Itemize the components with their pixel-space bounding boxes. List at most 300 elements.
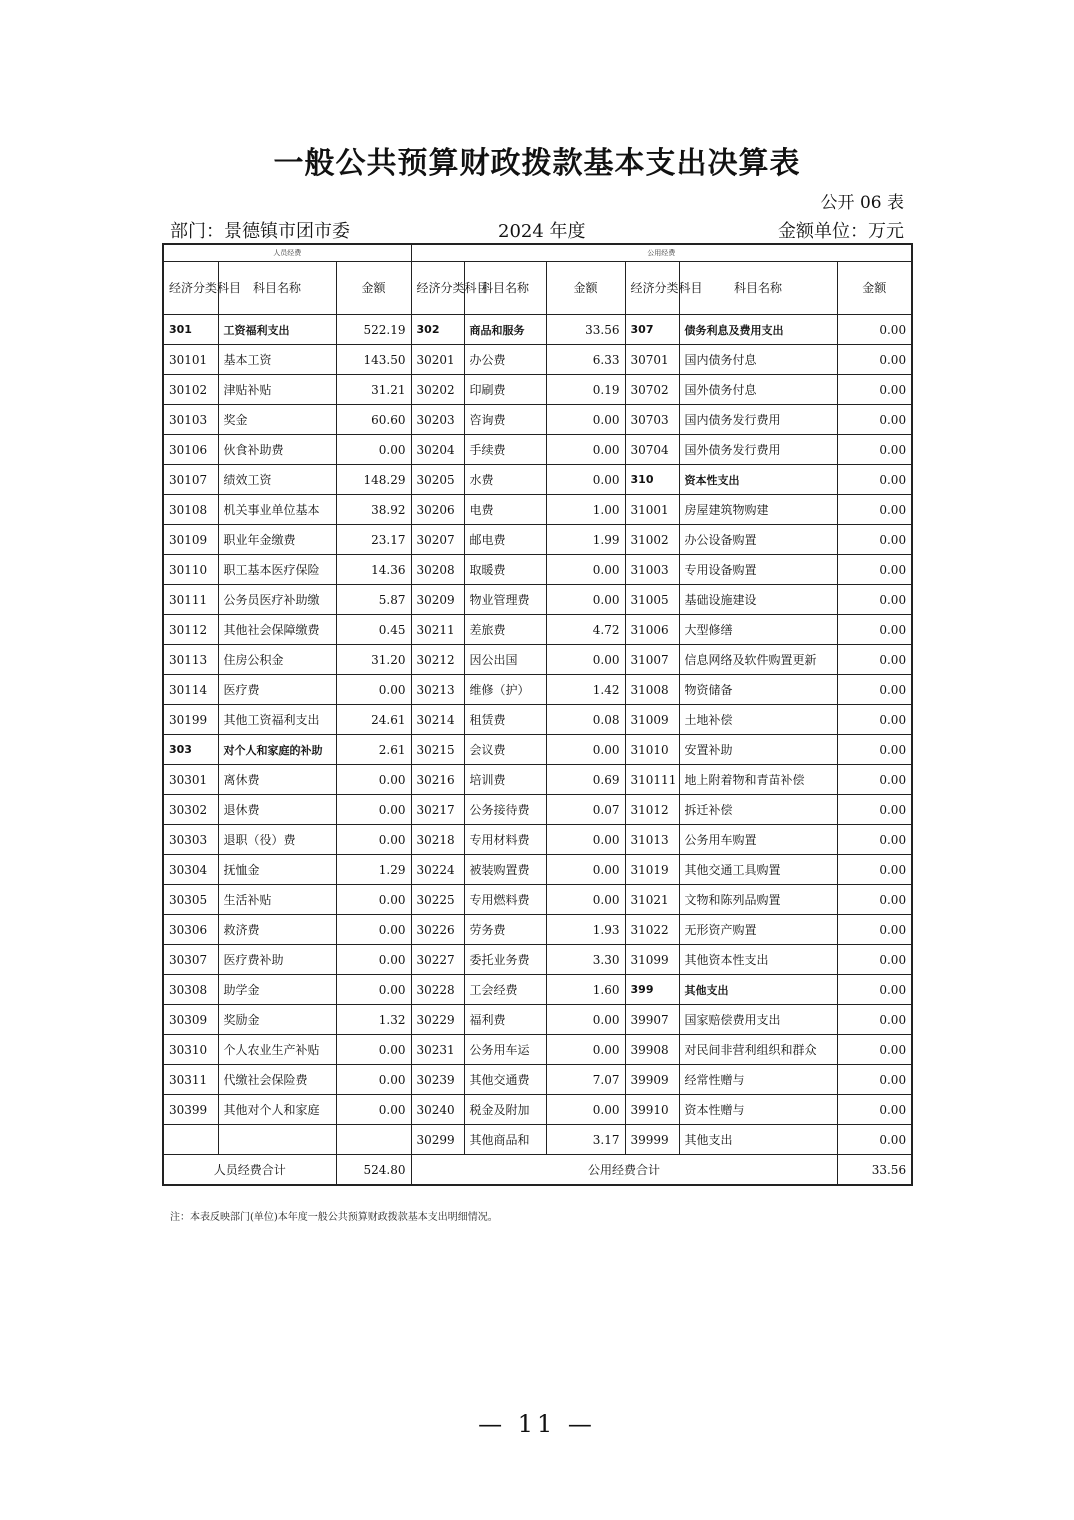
name-cell: 基础设施建设 [679,585,837,615]
code-cell: 30203 [411,405,464,435]
name-cell: 其他交通工具购置 [679,855,837,885]
code-cell: 30227 [411,945,464,975]
code-cell: 30299 [411,1125,464,1155]
amount-cell: 38.92 [336,495,411,525]
col-header-code: 经济分类科目 [411,262,464,315]
table-row [163,1065,912,1095]
amount-cell: 0.00 [837,855,912,885]
amount-cell: 0.00 [837,975,912,1005]
amount-cell: 2.61 [336,735,411,765]
amount-cell: 0.00 [546,1005,625,1035]
code-cell: 30304 [163,855,218,885]
table-row [163,915,912,945]
name-cell: 离休费 [218,765,336,795]
amount-cell: 0.00 [837,675,912,705]
code-cell: 30240 [411,1095,464,1125]
code-cell: 30305 [163,885,218,915]
name-cell: 对个人和家庭的补助 [218,735,336,765]
amount-cell: 0.00 [546,735,625,765]
name-cell: 抚恤金 [218,855,336,885]
col-header-name: 科目名称 [679,262,837,315]
code-cell: 30107 [163,465,218,495]
amount-cell: 1.00 [546,495,625,525]
code-cell: 30311 [163,1065,218,1095]
table-row [163,645,912,675]
name-cell: 国家赔偿费用支出 [679,1005,837,1035]
code-cell: 30228 [411,975,464,1005]
name-cell: 其他社会保障缴费 [218,615,336,645]
col-header-code: 经济分类科目 [163,262,218,315]
name-cell: 公务用车运 [464,1035,546,1065]
code-cell: 30702 [625,375,679,405]
department-label: 部门：景德镇市团市委 [170,221,350,242]
name-cell: 委托业务费 [464,945,546,975]
code-cell: 30112 [163,615,218,645]
code-cell: 30224 [411,855,464,885]
amount-cell: 148.29 [336,465,411,495]
name-cell: 工会经费 [464,975,546,1005]
name-cell: 生活补贴 [218,885,336,915]
code-cell: 31022 [625,915,679,945]
table-row [163,585,912,615]
code-cell: 30199 [163,705,218,735]
amount-cell: 0.00 [837,1095,912,1125]
name-cell: 其他工资福利支出 [218,705,336,735]
name-cell: 专用燃料费 [464,885,546,915]
name-cell: 办公费 [464,345,546,375]
amount-cell: 0.00 [837,375,912,405]
code-cell: 30106 [163,435,218,465]
amount-cell: 0.00 [336,1095,411,1125]
name-cell: 公务接待费 [464,795,546,825]
table-row [163,525,912,555]
amount-cell: 0.00 [546,885,625,915]
code-cell: 39907 [625,1005,679,1035]
code-cell: 30102 [163,375,218,405]
expenditure-table [162,243,913,1186]
code-cell: 31006 [625,615,679,645]
code-cell: 399 [625,975,679,1005]
name-cell: 商品和服务 [464,315,546,345]
table-row [163,435,912,465]
code-cell: 30206 [411,495,464,525]
code-cell [163,1125,218,1155]
name-cell: 安置补助 [679,735,837,765]
table-row [163,1125,912,1155]
name-cell: 无形资产购置 [679,915,837,945]
amount-cell: 1.32 [336,1005,411,1035]
name-cell: 物业管理费 [464,585,546,615]
table-row [163,885,912,915]
code-cell: 39908 [625,1035,679,1065]
amount-cell: 1.29 [336,855,411,885]
code-cell: 30701 [625,345,679,375]
name-cell: 经常性赠与 [679,1065,837,1095]
name-cell: 机关事业单位基本 [218,495,336,525]
name-cell: 税金及附加 [464,1095,546,1125]
name-cell: 其他支出 [679,975,837,1005]
name-cell: 职工基本医疗保险 [218,555,336,585]
table-row [163,615,912,645]
name-cell: 会议费 [464,735,546,765]
name-cell: 信息网络及软件购置更新 [679,645,837,675]
code-cell: 30108 [163,495,218,525]
code-cell: 30207 [411,525,464,555]
amount-cell: 0.45 [336,615,411,645]
amount-cell: 0.00 [336,795,411,825]
table-body [163,315,912,1155]
code-cell: 30303 [163,825,218,855]
code-cell: 30202 [411,375,464,405]
code-cell: 30302 [163,795,218,825]
footnote: 注：本表反映部门(单位)本年度一般公共预算财政拨款基本支出明细情况。 [170,1212,498,1223]
amount-cell: 0.00 [546,465,625,495]
name-cell: 救济费 [218,915,336,945]
code-cell: 31007 [625,645,679,675]
table-row [163,375,912,405]
amount-cell: 60.60 [336,405,411,435]
code-cell: 31002 [625,525,679,555]
amount-cell: 24.61 [336,705,411,735]
code-cell: 31003 [625,555,679,585]
code-cell: 39999 [625,1125,679,1155]
group-header-personnel: 人员经费 [163,244,411,262]
amount-cell: 0.00 [837,465,912,495]
code-cell: 31008 [625,675,679,705]
code-cell: 30307 [163,945,218,975]
personnel-total-amount: 524.80 [336,1155,411,1186]
table-row [163,345,912,375]
name-cell: 奖金 [218,405,336,435]
code-cell: 302 [411,315,464,345]
name-cell: 工资福利支出 [218,315,336,345]
amount-cell: 0.00 [546,1035,625,1065]
code-cell: 31009 [625,705,679,735]
amount-cell: 0.00 [837,885,912,915]
amount-cell: 522.19 [336,315,411,345]
amount-cell: 31.21 [336,375,411,405]
amount-cell: 0.00 [336,1065,411,1095]
code-cell: 31013 [625,825,679,855]
code-cell: 30226 [411,915,464,945]
amount-cell: 0.00 [837,795,912,825]
table-row [163,315,912,345]
name-cell: 对民间非营利组织和群众 [679,1035,837,1065]
amount-cell: 7.07 [546,1065,625,1095]
col-header-amount: 金额 [546,262,625,315]
amount-cell: 4.72 [546,615,625,645]
code-cell: 30301 [163,765,218,795]
code-cell: 31012 [625,795,679,825]
code-cell: 30215 [411,735,464,765]
table-row [163,975,912,1005]
code-cell: 30113 [163,645,218,675]
amount-cell: 0.00 [546,585,625,615]
amount-cell: 0.69 [546,765,625,795]
name-cell: 个人农业生产补贴 [218,1035,336,1065]
group-header-public: 公用经费 [411,244,912,262]
col-header-name: 科目名称 [464,262,546,315]
name-cell: 国内债务付息 [679,345,837,375]
table-row [163,405,912,435]
table-row [163,465,912,495]
amount-cell: 0.00 [837,945,912,975]
public-total-label: 公用经费合计 [411,1155,837,1186]
amount-cell: 0.00 [336,675,411,705]
code-cell: 31019 [625,855,679,885]
col-header-amount: 金额 [336,262,411,315]
amount-cell: 0.00 [837,555,912,585]
name-cell: 被装购置费 [464,855,546,885]
public-total-amount: 33.56 [837,1155,912,1186]
code-cell: 30205 [411,465,464,495]
amount-cell: 0.00 [336,915,411,945]
code-cell: 30208 [411,555,464,585]
code-cell: 39909 [625,1065,679,1095]
name-cell: 资本性赠与 [679,1095,837,1125]
name-cell: 代缴社会保险费 [218,1065,336,1095]
code-cell: 310111 [625,765,679,795]
table-row [163,945,912,975]
amount-cell: 0.00 [837,1125,912,1155]
amount-cell: 0.00 [837,405,912,435]
table-row [163,705,912,735]
amount-cell: 0.00 [336,435,411,465]
amount-cell: 0.00 [546,555,625,585]
fiscal-year: 2024 年度 [498,221,586,242]
table-row [163,765,912,795]
name-cell: 手续费 [464,435,546,465]
name-cell: 职业年金缴费 [218,525,336,555]
amount-cell: 23.17 [336,525,411,555]
name-cell: 培训费 [464,765,546,795]
table-row [163,1005,912,1035]
amount-cell: 0.00 [336,1035,411,1065]
amount-cell: 0.00 [837,435,912,465]
table-row [163,795,912,825]
name-cell: 国外债务发行费用 [679,435,837,465]
name-cell: 公务用车购置 [679,825,837,855]
code-cell: 30239 [411,1065,464,1095]
name-cell: 劳务费 [464,915,546,945]
col-header-code: 经济分类科目 [625,262,679,315]
name-cell: 伙食补助费 [218,435,336,465]
amount-cell: 0.00 [546,1095,625,1125]
amount-cell: 0.00 [837,585,912,615]
name-cell: 退休费 [218,795,336,825]
code-cell: 303 [163,735,218,765]
amount-cell: 143.50 [336,345,411,375]
code-cell: 30399 [163,1095,218,1125]
amount-cell: 0.00 [837,735,912,765]
code-cell: 30225 [411,885,464,915]
code-cell: 30231 [411,1035,464,1065]
amount-cell: 5.87 [336,585,411,615]
name-cell: 水费 [464,465,546,495]
code-cell: 30308 [163,975,218,1005]
code-cell: 30218 [411,825,464,855]
code-cell: 31001 [625,495,679,525]
name-cell: 福利费 [464,1005,546,1035]
table-row [163,735,912,765]
name-cell: 国外债务付息 [679,375,837,405]
amount-cell: 31.20 [336,645,411,675]
table-row [163,1035,912,1065]
name-cell: 津贴补贴 [218,375,336,405]
amount-cell [336,1125,411,1155]
name-cell: 办公设备购置 [679,525,837,555]
code-cell: 30212 [411,645,464,675]
name-cell: 其他交通费 [464,1065,546,1095]
col-header-amount: 金额 [837,262,912,315]
amount-cell: 0.00 [546,435,625,465]
code-cell: 31021 [625,885,679,915]
table-row [163,555,912,585]
name-cell: 专用材料费 [464,825,546,855]
code-cell: 30216 [411,765,464,795]
code-cell: 31010 [625,735,679,765]
name-cell: 专用设备购置 [679,555,837,585]
code-cell: 30213 [411,675,464,705]
code-cell: 30114 [163,675,218,705]
name-cell: 公务员医疗补助缴 [218,585,336,615]
table-row [163,495,912,525]
amount-cell: 0.00 [837,315,912,345]
name-cell: 债务利息及费用支出 [679,315,837,345]
name-cell: 资本性支出 [679,465,837,495]
code-cell: 30214 [411,705,464,735]
code-cell: 30309 [163,1005,218,1035]
code-cell: 301 [163,315,218,345]
name-cell: 绩效工资 [218,465,336,495]
name-cell: 国内债务发行费用 [679,405,837,435]
code-cell: 30310 [163,1035,218,1065]
amount-cell: 0.00 [837,495,912,525]
name-cell: 取暖费 [464,555,546,585]
amount-cell: 33.56 [546,315,625,345]
amount-cell: 0.00 [336,765,411,795]
name-cell: 奖励金 [218,1005,336,1035]
amount-cell: 0.00 [837,525,912,555]
code-cell: 30704 [625,435,679,465]
amount-cell: 0.00 [837,705,912,735]
code-cell: 30229 [411,1005,464,1035]
amount-cell: 1.99 [546,525,625,555]
page-title: 一般公共预算财政拨款基本支出决算表 [273,146,801,181]
name-cell: 咨询费 [464,405,546,435]
personnel-total-label: 人员经费合计 [163,1155,336,1186]
code-cell: 30217 [411,795,464,825]
code-cell: 31099 [625,945,679,975]
amount-cell: 0.00 [336,825,411,855]
amount-cell: 0.00 [546,645,625,675]
amount-cell: 0.00 [837,345,912,375]
name-cell: 退职（役）费 [218,825,336,855]
col-header-name: 科目名称 [218,262,336,315]
name-cell: 其他对个人和家庭 [218,1095,336,1125]
name-cell: 其他支出 [679,1125,837,1155]
code-cell: 30306 [163,915,218,945]
amount-cell: 0.00 [336,945,411,975]
form-number: 公开 06 表 [820,193,904,213]
name-cell: 维修（护） [464,675,546,705]
code-cell: 310 [625,465,679,495]
name-cell: 住房公积金 [218,645,336,675]
code-cell: 30109 [163,525,218,555]
table-row [163,855,912,885]
name-cell: 其他资本性支出 [679,945,837,975]
code-cell: 30211 [411,615,464,645]
name-cell: 差旅费 [464,615,546,645]
amount-cell: 0.00 [336,885,411,915]
amount-cell: 0.00 [837,615,912,645]
amount-cell: 0.07 [546,795,625,825]
amount-cell: 1.93 [546,915,625,945]
code-cell: 307 [625,315,679,345]
name-cell: 电费 [464,495,546,525]
amount-cell: 1.42 [546,675,625,705]
table-row [163,825,912,855]
amount-cell: 1.60 [546,975,625,1005]
code-cell: 39910 [625,1095,679,1125]
name-cell: 助学金 [218,975,336,1005]
amount-cell: 0.00 [837,1065,912,1095]
amount-cell: 0.00 [837,645,912,675]
name-cell [218,1125,336,1155]
amount-cell: 0.08 [546,705,625,735]
name-cell: 拆迁补偿 [679,795,837,825]
amount-cell: 0.00 [837,825,912,855]
amount-cell: 0.00 [546,405,625,435]
amount-cell: 0.00 [837,915,912,945]
name-cell: 印刷费 [464,375,546,405]
amount-cell: 0.00 [546,825,625,855]
name-cell: 因公出国 [464,645,546,675]
code-cell: 30111 [163,585,218,615]
code-cell: 30209 [411,585,464,615]
code-cell: 30204 [411,435,464,465]
name-cell: 其他商品和 [464,1125,546,1155]
name-cell: 医疗费 [218,675,336,705]
name-cell: 租赁费 [464,705,546,735]
amount-cell: 0.00 [837,1005,912,1035]
name-cell: 地上附着物和青苗补偿 [679,765,837,795]
amount-cell: 6.33 [546,345,625,375]
table-row [163,1095,912,1125]
code-cell: 30103 [163,405,218,435]
amount-cell: 0.00 [336,975,411,1005]
name-cell: 医疗费补助 [218,945,336,975]
page-number: — 11 — [478,1410,596,1438]
name-cell: 物资储备 [679,675,837,705]
amount-cell: 3.30 [546,945,625,975]
code-cell: 31005 [625,585,679,615]
amount-cell: 0.00 [546,855,625,885]
name-cell: 文物和陈列品购置 [679,885,837,915]
code-cell: 30201 [411,345,464,375]
name-cell: 大型修缮 [679,615,837,645]
amount-cell: 3.17 [546,1125,625,1155]
code-cell: 30703 [625,405,679,435]
amount-cell: 0.19 [546,375,625,405]
name-cell: 房屋建筑物购建 [679,495,837,525]
amount-unit: 金额单位：万元 [778,221,904,242]
amount-cell: 14.36 [336,555,411,585]
code-cell: 30101 [163,345,218,375]
name-cell: 土地补偿 [679,705,837,735]
amount-cell: 0.00 [837,765,912,795]
table-row [163,675,912,705]
